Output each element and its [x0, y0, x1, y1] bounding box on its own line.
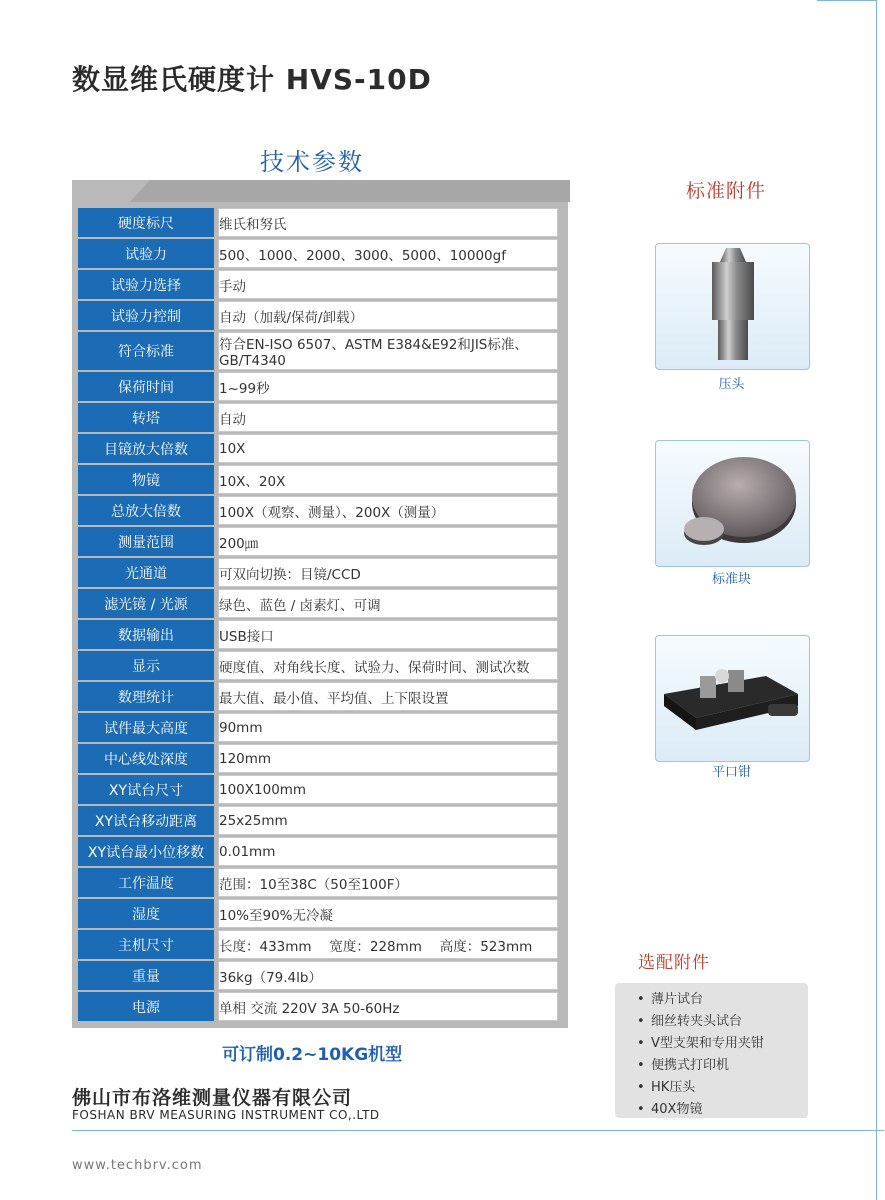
accessory-caption-indenter: 压头	[718, 377, 745, 392]
spec-value: 硬度值、对角线长度、试验力、保荷时间、测试次数	[218, 651, 558, 680]
spec-row	[78, 372, 558, 401]
spec-label: 目镜放大倍数	[78, 434, 214, 463]
spec-label: 符合标准	[78, 332, 214, 370]
footer-divider	[72, 1130, 884, 1131]
spec-label: 光通道	[78, 558, 214, 587]
spec-label: 滤光镜 / 光源	[78, 589, 214, 618]
spec-label: 硬度标尺	[78, 208, 214, 237]
spec-value: 100X100mm	[218, 775, 558, 804]
test-block-icon	[656, 441, 809, 566]
spec-label: 试验力控制	[78, 301, 214, 330]
spec-label: 转塔	[78, 403, 214, 432]
spec-label: 湿度	[78, 899, 214, 928]
company-name-en: FOSHAN BRV MEASURING INSTRUMENT CO,.LTD	[72, 1108, 380, 1122]
spec-value: 范围：10至38C（50至100F）	[218, 868, 558, 897]
spec-label: 物镜	[78, 465, 214, 494]
spec-row	[78, 496, 558, 525]
spec-row	[78, 270, 558, 299]
spec-label: 数据输出	[78, 620, 214, 649]
optional-accessory-item: • 40X物镜	[637, 1099, 808, 1121]
accessory-card-vise	[655, 635, 810, 762]
spec-row	[78, 713, 558, 742]
optional-accessory-item: • HK压头	[637, 1077, 808, 1099]
spec-label: 总放大倍数	[78, 496, 214, 525]
spec-row	[78, 403, 558, 432]
spec-value: 10X	[218, 434, 558, 463]
accessory-card-indenter	[655, 243, 810, 370]
spec-value: 500、1000、2000、3000、5000、10000gf	[218, 239, 558, 268]
spec-value: 10%至90%无冷凝	[218, 899, 558, 928]
optional-accessories-list	[615, 983, 808, 1121]
spec-label: XY试台最小位移数	[78, 837, 214, 866]
spec-row	[78, 744, 558, 773]
accessory-caption-test-block: 标准块	[711, 572, 751, 587]
spec-label: 电源	[78, 992, 214, 1021]
spec-value: 0.01mm	[218, 837, 558, 866]
website-url: www.techbrv.com	[72, 1158, 203, 1173]
section-title: 技术参数	[260, 148, 364, 176]
spec-table-tab	[130, 180, 570, 202]
spec-table	[78, 206, 558, 1023]
spec-value: 36kg（79.4lb）	[218, 961, 558, 990]
company-name-cn: 佛山市布洛维测量仪器有限公司	[72, 1087, 353, 1109]
spec-label: 显示	[78, 651, 214, 680]
spec-row	[78, 682, 558, 711]
spec-row	[78, 558, 558, 587]
spec-value: 10X、20X	[218, 465, 558, 494]
spec-row	[78, 589, 558, 618]
spec-label: 工作温度	[78, 868, 214, 897]
spec-row	[78, 434, 558, 463]
spec-row	[78, 899, 558, 928]
accessory-card-test-block	[655, 440, 810, 567]
page-title: 数显维氏硬度计 HVS-10D	[72, 63, 432, 96]
spec-label: 主机尺寸	[78, 930, 214, 959]
spec-value: 手动	[218, 270, 558, 299]
spec-value: 1~99秒	[218, 372, 558, 401]
spec-value: 可双向切换：目镜/CCD	[218, 558, 558, 587]
spec-label: XY试台移动距离	[78, 806, 214, 835]
spec-row	[78, 208, 558, 237]
spec-label: 保荷时间	[78, 372, 214, 401]
spec-label: 重量	[78, 961, 214, 990]
spec-row	[78, 775, 558, 804]
frame-border-top	[817, 0, 877, 1]
spec-row	[78, 239, 558, 268]
spec-value: 自动	[218, 403, 558, 432]
optional-accessory-item: • 薄片试台	[637, 989, 808, 1011]
spec-value: 90mm	[218, 713, 558, 742]
spec-row	[78, 527, 558, 556]
spec-label: 试验力	[78, 239, 214, 268]
spec-label: XY试台尺寸	[78, 775, 214, 804]
spec-row	[78, 930, 558, 959]
spec-value: 25x25mm	[218, 806, 558, 835]
optional-accessory-item: • V型支架和专用夹钳	[637, 1033, 808, 1055]
frame-border-line	[876, 0, 877, 1200]
spec-row	[78, 301, 558, 330]
spec-value: 200㎛	[218, 527, 558, 556]
spec-value: 120mm	[218, 744, 558, 773]
spec-value: 符合EN-ISO 6507、ASTM E384&E92和JIS标准、GB/T4340	[218, 332, 558, 370]
spec-value: 100X（观察、测量）、200X（测量）	[218, 496, 558, 525]
indenter-icon	[656, 244, 809, 369]
standard-accessories-title: 标准附件	[686, 180, 767, 202]
custom-model-note: 可订制0.2~10KG机型	[222, 1045, 403, 1065]
spec-row	[78, 465, 558, 494]
spec-value: USB接口	[218, 620, 558, 649]
spec-row	[78, 992, 558, 1021]
spec-row	[78, 651, 558, 680]
spec-label: 测量范围	[78, 527, 214, 556]
spec-row	[78, 620, 558, 649]
spec-value: 维氏和努氏	[218, 208, 558, 237]
spec-value: 自动（加载/保荷/卸载）	[218, 301, 558, 330]
optional-accessories-box	[615, 983, 808, 1118]
spec-row	[78, 868, 558, 897]
spec-label: 中心线处深度	[78, 744, 214, 773]
spec-row	[78, 961, 558, 990]
spec-label: 试验力选择	[78, 270, 214, 299]
optional-accessory-item: • 便携式打印机	[637, 1055, 808, 1077]
accessory-caption-vise: 平口钳	[711, 765, 751, 780]
spec-label: 试件最大高度	[78, 713, 214, 742]
spec-row	[78, 332, 558, 370]
spec-label: 数理统计	[78, 682, 214, 711]
optional-accessory-item: • 细丝转夹头试台	[637, 1011, 808, 1033]
spec-row	[78, 837, 558, 866]
spec-value: 长度：433mm 宽度：228mm 高度：523mm	[218, 930, 558, 959]
optional-accessories-title: 选配附件	[638, 953, 710, 973]
spec-row	[78, 806, 558, 835]
vise-icon	[656, 636, 809, 761]
spec-value: 最大值、最小值、平均值、上下限设置	[218, 682, 558, 711]
spec-value: 绿色、蓝色 / 卤素灯、可调	[218, 589, 558, 618]
spec-value: 单相 交流 220V 3A 50-60Hz	[218, 992, 558, 1021]
